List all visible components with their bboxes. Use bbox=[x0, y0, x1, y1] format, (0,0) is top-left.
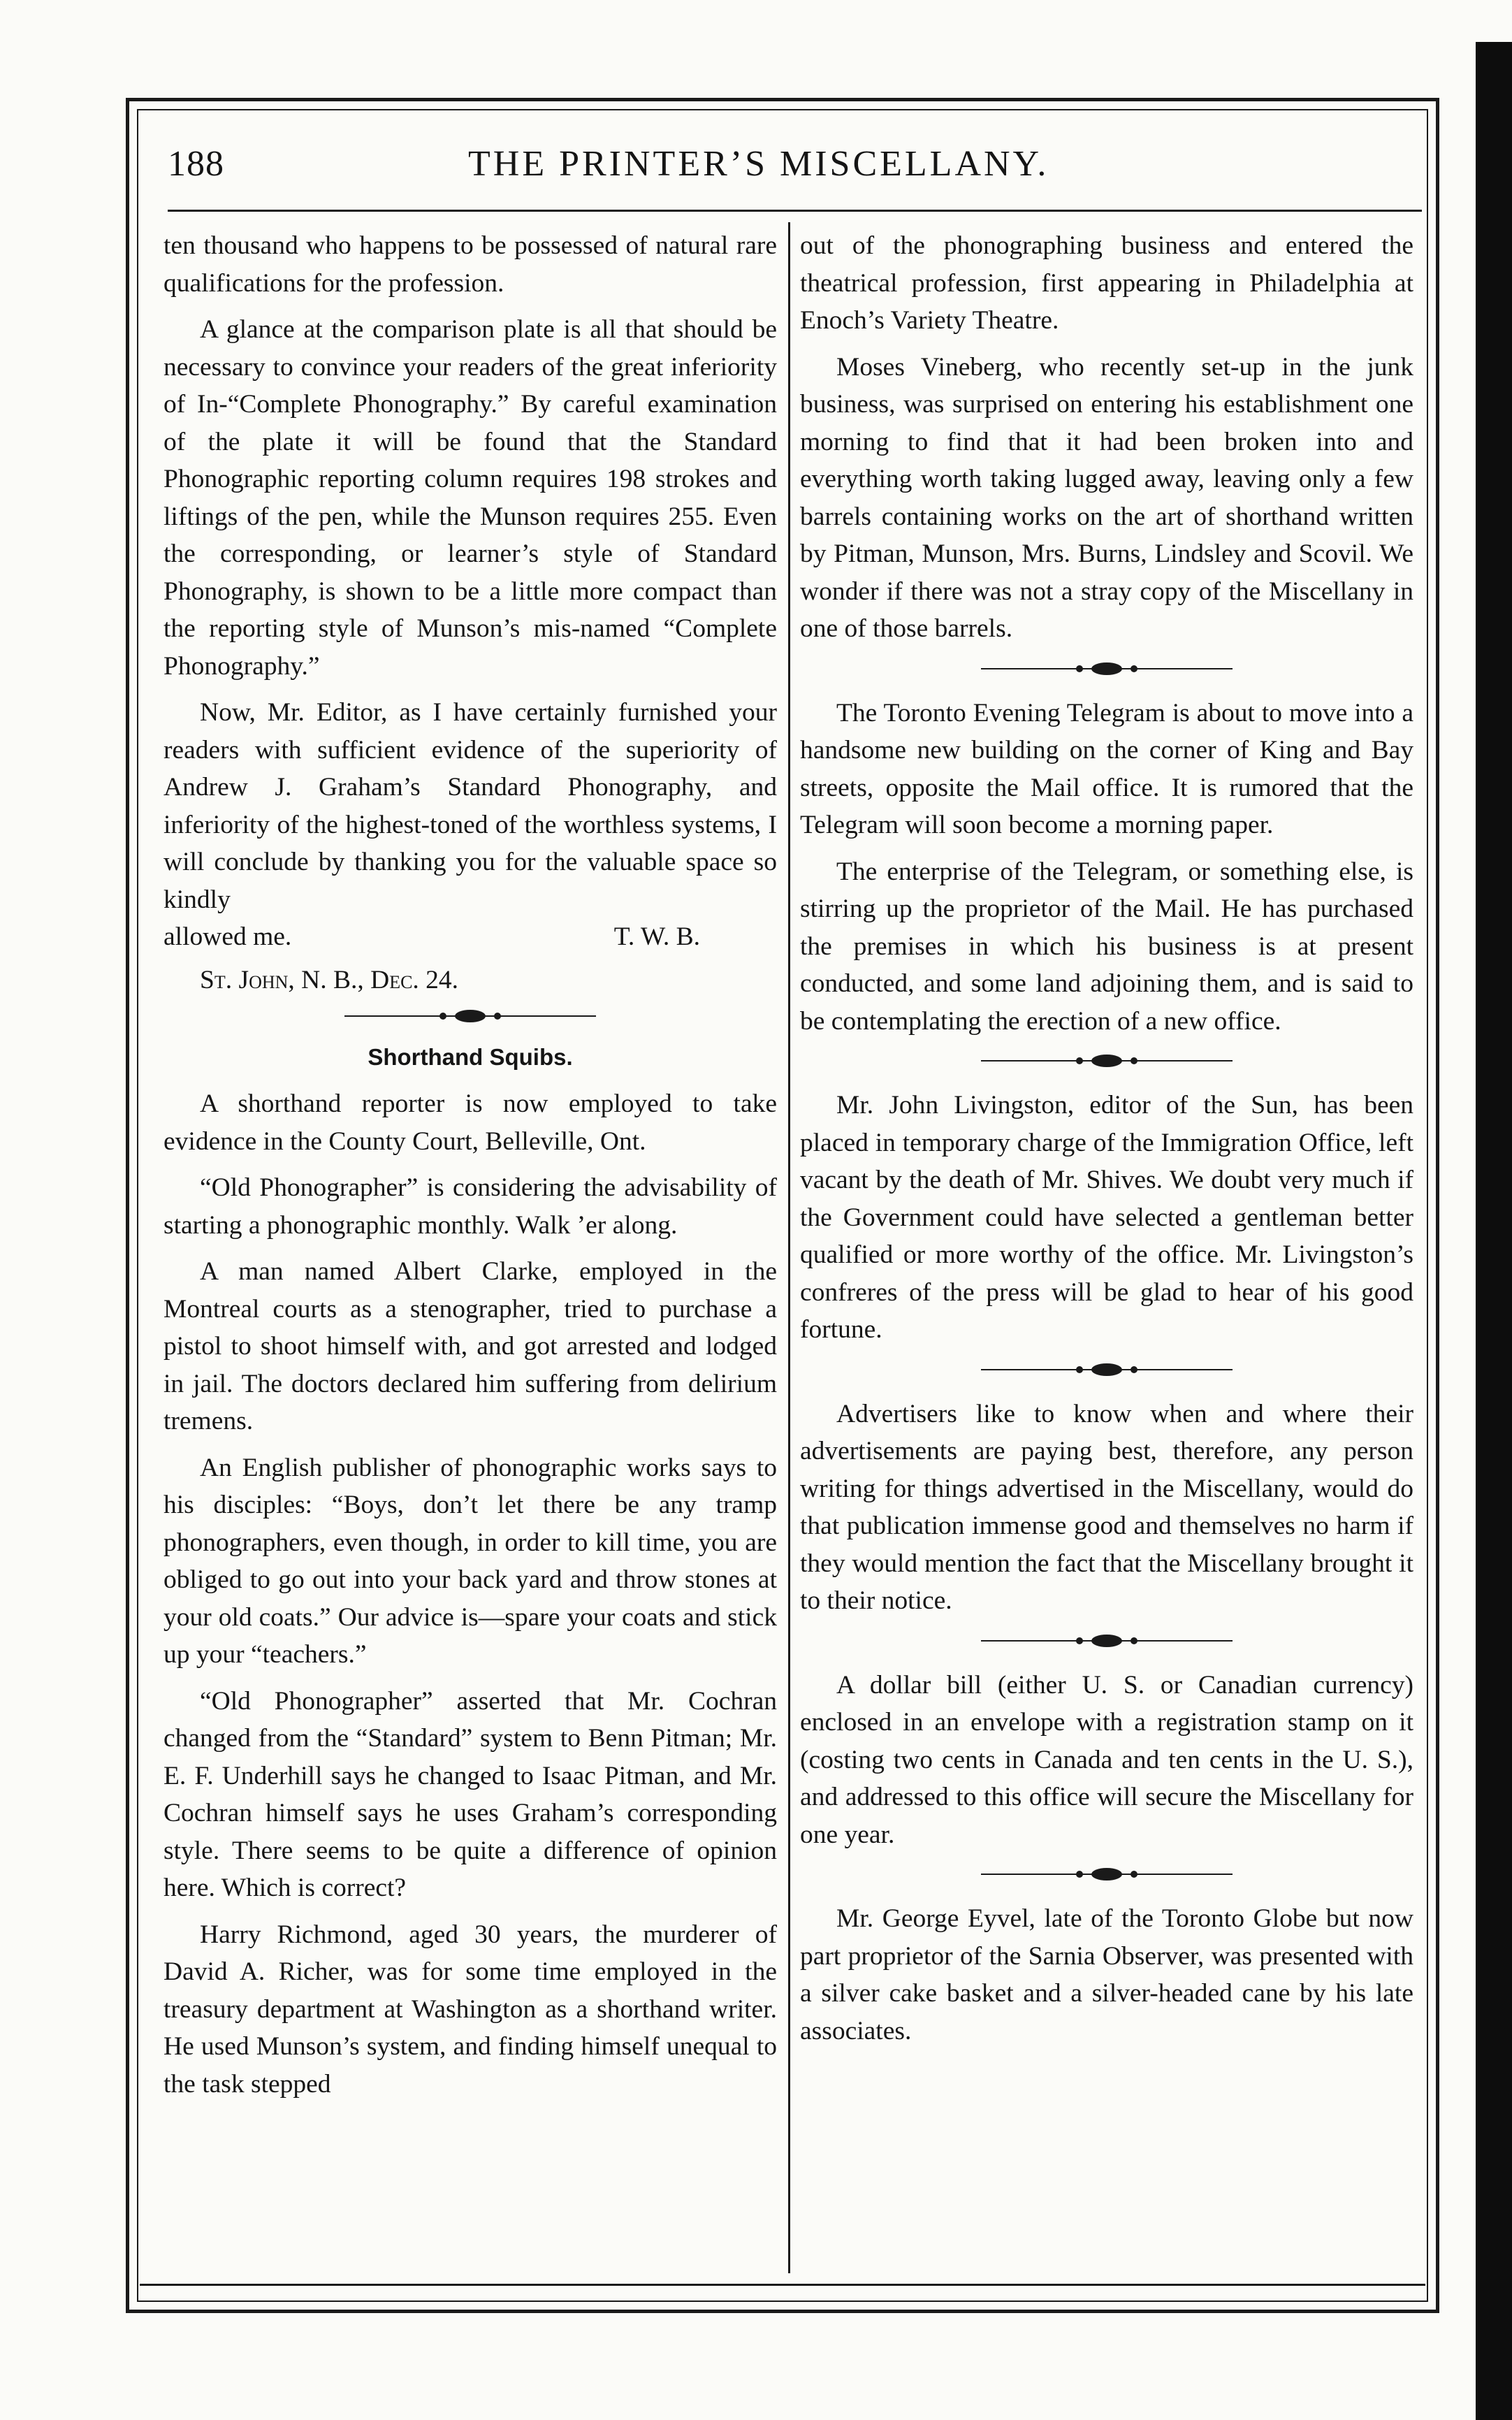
paragraph: A shorthand reporter is now employed to take evidence in the County Court, Belleville, Ont. bbox=[163, 1089, 777, 1156]
ornament-divider bbox=[981, 1862, 1233, 1886]
ornament-divider bbox=[981, 1358, 1233, 1382]
running-title: THE PRINTER’S MISCELLANY. bbox=[468, 144, 1049, 184]
paragraph: “Old Phonographer” asserted that Mr. Cochran changed from the “Standard” system to Benn Pitman; Mr. E. F. Underhill says he changed to Isaac Pitman, and Mr. Cochran himself says he uses Graham’s corresponding style. There seems to be quite a difference of opinion here. Which is correct? bbox=[163, 1686, 777, 1902]
letter-closing bbox=[163, 918, 777, 956]
paragraph: An English publisher of phonographic works says to his disciples: “Boys, don’t let there be any tramp phonographers, even though, in order to kill time, you are obliged to go out into your back yard and throw stones at your old coats.” Our advice is—spare your coats and stick up your “teachers.” bbox=[163, 1453, 777, 1669]
ornament-divider bbox=[981, 657, 1233, 681]
paragraph: ten thousand who happens to be possessed of natural rare qualifications for the profession. bbox=[163, 231, 777, 298]
paragraph: Mr. George Eyvel, late of the Toronto Globe but now part proprietor of the Sarnia Observer, was presented with a silver cake basket and a silver-headed cane by his late associates. bbox=[800, 1904, 1413, 2045]
section-heading: Shorthand Squibs. bbox=[368, 1044, 573, 1070]
place-date: St. John, N. B., Dec. 24. bbox=[200, 965, 459, 994]
paragraph: A man named Albert Clarke, employed in the Montreal courts as a stenographer, tried to purchase a pistol to shoot himself with, and got arrested and lodged in jail. The doctors declared him suffering from delirium tremens. bbox=[163, 1257, 777, 1435]
page-number: 188 bbox=[168, 144, 224, 184]
ornament-divider bbox=[344, 1004, 596, 1028]
page-header bbox=[168, 143, 1425, 199]
page-edge-shadow bbox=[1476, 42, 1512, 2420]
right-column bbox=[800, 227, 1413, 2275]
ornament-divider bbox=[981, 1049, 1233, 1073]
paragraph: Harry Richmond, aged 30 years, the murderer of David A. Richer, was for some time employed in the treasury department at Washington as a shorthand writer. He used Munson’s system, and finding himself unequal to the task stepped bbox=[163, 1920, 777, 2099]
bottom-rule bbox=[140, 2284, 1425, 2286]
paragraph: Advertisers like to know when and where their advertisements are paying best, therefore, any person writing for things advertised in the Miscellany, would do that publication immense good and themselves no harm if they would mention the fact that the Miscellany brought it to their notice. bbox=[800, 1399, 1413, 1615]
paragraph: “Old Phonographer” is considering the advisability of starting a phonographic monthly. Walk ’er along. bbox=[163, 1173, 777, 1240]
paragraph: out of the phonographing business and entered the theatrical profession, first appearing in Philadelphia at Enoch’s Variety Theatre. bbox=[800, 231, 1413, 335]
closing-text: allowed me. bbox=[163, 922, 292, 951]
paragraph: Now, Mr. Editor, as I have certainly furnished your readers with sufficient evidence of the superiority of Andrew J. Graham’s Standard Phonography, and inferiority of the highest-toned of the worthless systems, I will conclude by thanking you for the valuable space so kindly bbox=[163, 698, 777, 914]
paragraph: Moses Vineberg, who recently set-up in the junk business, was surprised on entering his establishment one morning to find that it had been broken into and everything worth taking lugged away, leaving only a few barrels containing works on the art of shorthand written by Pitman, Munson, Mrs. Burns, Lindsley and Scovil. We wonder if there was not a stray copy of the Miscellany in one of those barrels. bbox=[800, 352, 1413, 643]
paragraph: A dollar bill (either U. S. or Canadian currency) enclosed in an envelope with a registration stamp on it (costing two cents in Canada and ten cents in the U. S.), and addressed to this office will secure the Miscellany for one year. bbox=[800, 1670, 1413, 1849]
left-column bbox=[163, 227, 777, 2275]
paragraph: The Toronto Evening Telegram is about to move into a handsome new building on the corner of King and Bay streets, opposite the Mail office. It is rumored that the Telegram will soon become a morning paper. bbox=[800, 698, 1413, 839]
ornament-divider bbox=[981, 1629, 1233, 1653]
column-divider bbox=[788, 222, 790, 2273]
paragraph: A glance at the comparison plate is all that should be necessary to convince your readers of the great inferiority of In-“Complete Phonography.” By careful examination of the plate it will be found that the Standard Phonographic reporting column requires 198 strokes and liftings of the pen, while the Munson requires 255. Even the corresponding, or learner’s style of Standard Phonography, is shown to be a little more compact than the reporting style of Munson’s mis-named “Complete Phonography.” bbox=[163, 315, 777, 681]
signature: T. W. B. bbox=[613, 922, 700, 951]
paragraph: The enterprise of the Telegram, or something else, is stirring up the proprietor of the Mail. He has purchased the premises in which his business is at present conducted, and some land adjoining them, and is said to be contemplating the erection of a new office. bbox=[800, 857, 1413, 1036]
paragraph: Mr. John Livingston, editor of the Sun, has been placed in temporary charge of the Immigration Office, left vacant by the death of Mr. Shives. We doubt very much if the Government could have selected a gentleman better qualified or more worthy of the office. Mr. Livingston’s confreres of the press will be glad to hear of his good fortune. bbox=[800, 1091, 1413, 1344]
header-rule bbox=[168, 210, 1422, 212]
